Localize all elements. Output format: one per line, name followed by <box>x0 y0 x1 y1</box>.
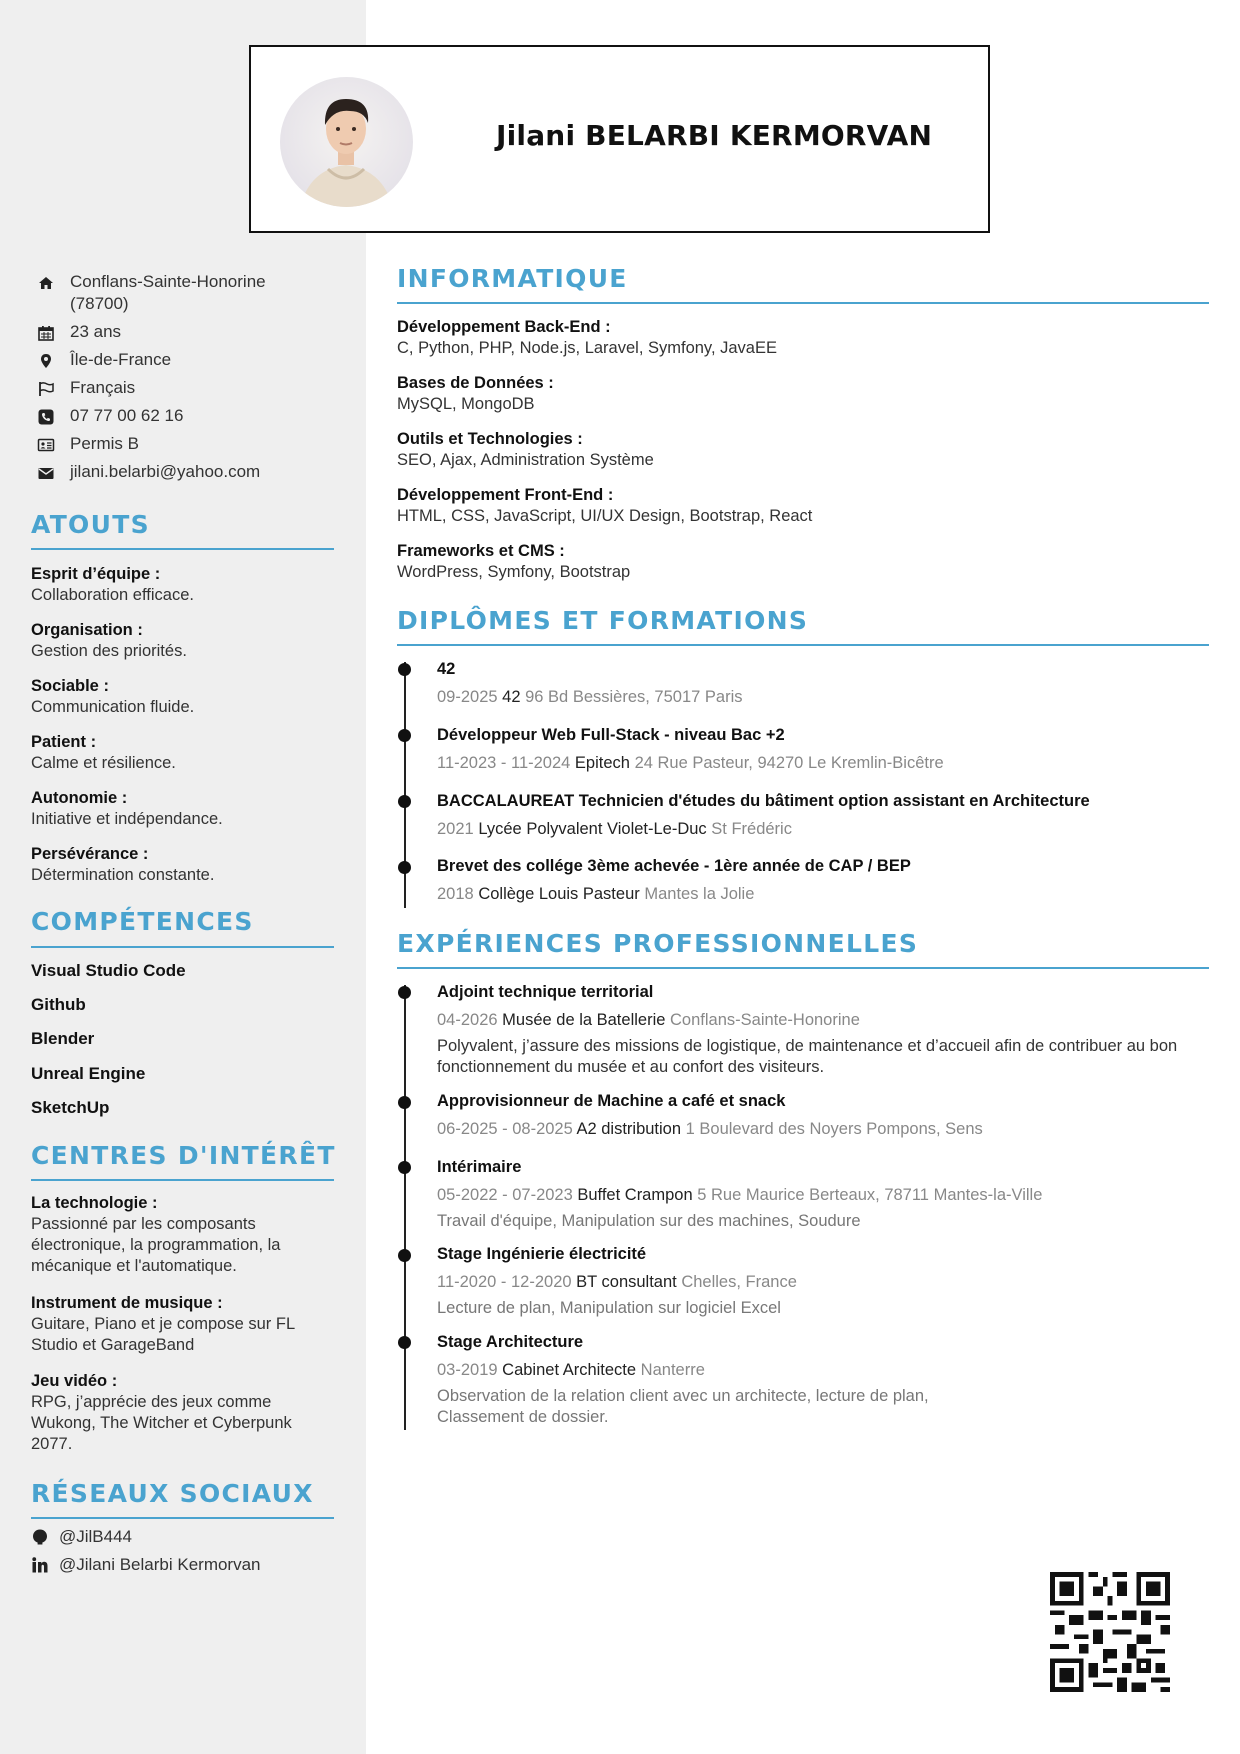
skill-item: Visual Studio Code <box>31 961 186 980</box>
contact-license: Permis B <box>37 433 337 455</box>
contact-list <box>37 271 337 489</box>
competences-divider <box>31 946 334 948</box>
qr-code[interactable] <box>1050 1572 1170 1692</box>
timeline-dot <box>398 1096 411 1109</box>
experience-title: Adjoint technique territorial <box>437 983 654 1001</box>
timeline-dot <box>398 1336 411 1349</box>
atout-item: Patient : Calme et résilience. <box>31 733 176 772</box>
profile-photo <box>280 77 413 207</box>
diplome-title: Brevet des collége 3ème achevée - 1ère année de CAP / BEP <box>437 857 911 875</box>
diplomes-divider <box>397 644 1209 646</box>
experiences-divider <box>397 967 1209 969</box>
info-item: Bases de Données : MySQL, MongoDB <box>397 374 554 413</box>
id-card-icon <box>37 436 55 454</box>
info-item: Développement Front-End : HTML, CSS, JavaScript, UI/UX Design, Bootstrap, React <box>397 486 813 525</box>
social-github[interactable]: @JilB444 <box>31 1527 132 1547</box>
informatique-divider <box>397 302 1209 304</box>
linkedin-icon <box>31 1556 49 1574</box>
social-linkedin[interactable]: @Jilani Belarbi Kermorvan <box>31 1555 261 1575</box>
informatique-title: INFORMATIQUE <box>397 264 628 293</box>
timeline-dot <box>398 729 411 742</box>
experience-title: Intérimaire <box>437 1158 522 1176</box>
diplome-title: Développeur Web Full-Stack - niveau Bac +2 <box>437 726 785 744</box>
mail-icon <box>37 464 55 482</box>
contact-region: Île-de-France <box>37 349 337 371</box>
full-name: Jilani BELARBI KERMORVAN <box>496 119 933 152</box>
home-icon <box>37 274 55 292</box>
atout-item: Persévérance : Détermination constante. <box>31 845 215 884</box>
timeline-dot <box>398 986 411 999</box>
contact-email: jilani.belarbi@yahoo.com <box>37 461 337 483</box>
diplome-meta: 11-2023 - 11-2024 Epitech 24 Rue Pasteur, 94270 Le Kremlin-Bicêtre <box>437 754 944 772</box>
timeline-dot <box>398 861 411 874</box>
contact-phone: 07 77 00 62 16 <box>37 405 337 427</box>
atout-item: Organisation : Gestion des priorités. <box>31 621 187 660</box>
interet-item: La technologie : Passionné par les composants électronique, la programmation, la mécanique et l'automatique. <box>31 1194 281 1275</box>
experience-title: Stage Architecture <box>437 1333 584 1351</box>
competences-title: COMPÉTENCES <box>31 907 254 936</box>
skill-item: SketchUp <box>31 1098 110 1117</box>
diplome-title: 42 <box>437 660 456 678</box>
timeline-dot <box>398 663 411 676</box>
flag-icon <box>37 380 55 398</box>
diplome-meta: 2018 Collège Louis Pasteur Mantes la Jolie <box>437 885 755 903</box>
experience-desc: Polyvalent, j’assure des missions de logistique, de maintenance et d’accueil afin de contribuer au bon fonctionnement du musée et au confort des visiteurs. <box>437 1037 1178 1076</box>
contact-age: 23 ans <box>37 321 337 343</box>
contact-nationality: Français <box>37 377 337 399</box>
interet-item: Jeu vidéo : RPG, j’apprécie des jeux comme Wukong, The Witcher et Cyberpunk 2077. <box>31 1372 292 1453</box>
experience-meta: 11-2020 - 12-2020 BT consultant Chelles, France <box>437 1273 797 1291</box>
calendar-icon <box>37 324 55 342</box>
experiences-title: EXPÉRIENCES PROFESSIONNELLES <box>397 929 919 958</box>
contact-address: Conflans-Sainte-Honorine (78700) <box>37 271 337 315</box>
diplome-meta: 09-2025 42 96 Bd Bessières, 75017 Paris <box>437 688 743 706</box>
experience-meta: 05-2022 - 07-2023 Buffet Crampon 5 Rue Maurice Berteaux, 78711 Mantes-la-Ville <box>437 1186 1043 1204</box>
experience-desc: Lecture de plan, Manipulation sur logiciel Excel <box>437 1299 781 1317</box>
experience-desc: Travail d'équipe, Manipulation sur des machines, Soudure <box>437 1212 861 1230</box>
reseaux-divider <box>31 1517 334 1519</box>
experience-title: Stage Ingénierie électricité <box>437 1245 647 1263</box>
timeline-dot <box>398 1249 411 1262</box>
atouts-divider <box>31 548 334 550</box>
interets-title: CENTRES D'INTÉRÊT <box>31 1141 336 1170</box>
timeline-dot <box>398 795 411 808</box>
info-item: Outils et Technologies : SEO, Ajax, Administration Système <box>397 430 654 469</box>
diplome-meta: 2021 Lycée Polyvalent Violet-Le-Duc St Frédéric <box>437 820 792 838</box>
atout-item: Sociable : Communication fluide. <box>31 677 195 716</box>
header-card <box>249 45 990 233</box>
experience-meta: 03-2019 Cabinet Architecte Nanterre <box>437 1361 705 1379</box>
reseaux-title: RÉSEAUX SOCIAUX <box>31 1479 314 1508</box>
experience-desc: Observation de la relation client avec un architecte, lecture de plan, Classement de dossier. <box>437 1387 929 1426</box>
experience-title: Approvisionneur de Machine a café et snack <box>437 1092 786 1110</box>
experience-meta: 06-2025 - 08-2025 A2 distribution 1 Boulevard des Noyers Pompons, Sens <box>437 1120 983 1138</box>
skill-item: Blender <box>31 1029 95 1048</box>
skill-item: Github <box>31 995 86 1014</box>
atouts-title: ATOUTS <box>31 510 150 539</box>
experience-meta: 04-2026 Musée de la Batellerie Conflans-Sainte-Honorine <box>437 1011 860 1029</box>
interet-item: Instrument de musique : Guitare, Piano et je compose sur FL Studio et GarageBand <box>31 1294 295 1354</box>
info-item: Frameworks et CMS : WordPress, Symfony, Bootstrap <box>397 542 631 581</box>
timeline-dot <box>398 1161 411 1174</box>
info-item: Développement Back-End : C, Python, PHP, Node.js, Laravel, Symfony, JavaEE <box>397 318 777 357</box>
interets-divider <box>31 1179 334 1181</box>
diplomes-title: DIPLÔMES ET FORMATIONS <box>397 606 809 635</box>
experiences-timeline <box>404 985 406 1430</box>
atout-item: Esprit d’équipe : Collaboration efficace. <box>31 565 194 604</box>
location-pin-icon <box>37 352 55 370</box>
phone-icon <box>37 408 55 426</box>
skill-item: Unreal Engine <box>31 1064 146 1083</box>
atout-item: Autonomie : Initiative et indépendance. <box>31 789 223 828</box>
diplome-title: BACCALAUREAT Technicien d'études du bâtiment option assistant en Architecture <box>437 792 1090 810</box>
github-icon <box>31 1528 49 1546</box>
